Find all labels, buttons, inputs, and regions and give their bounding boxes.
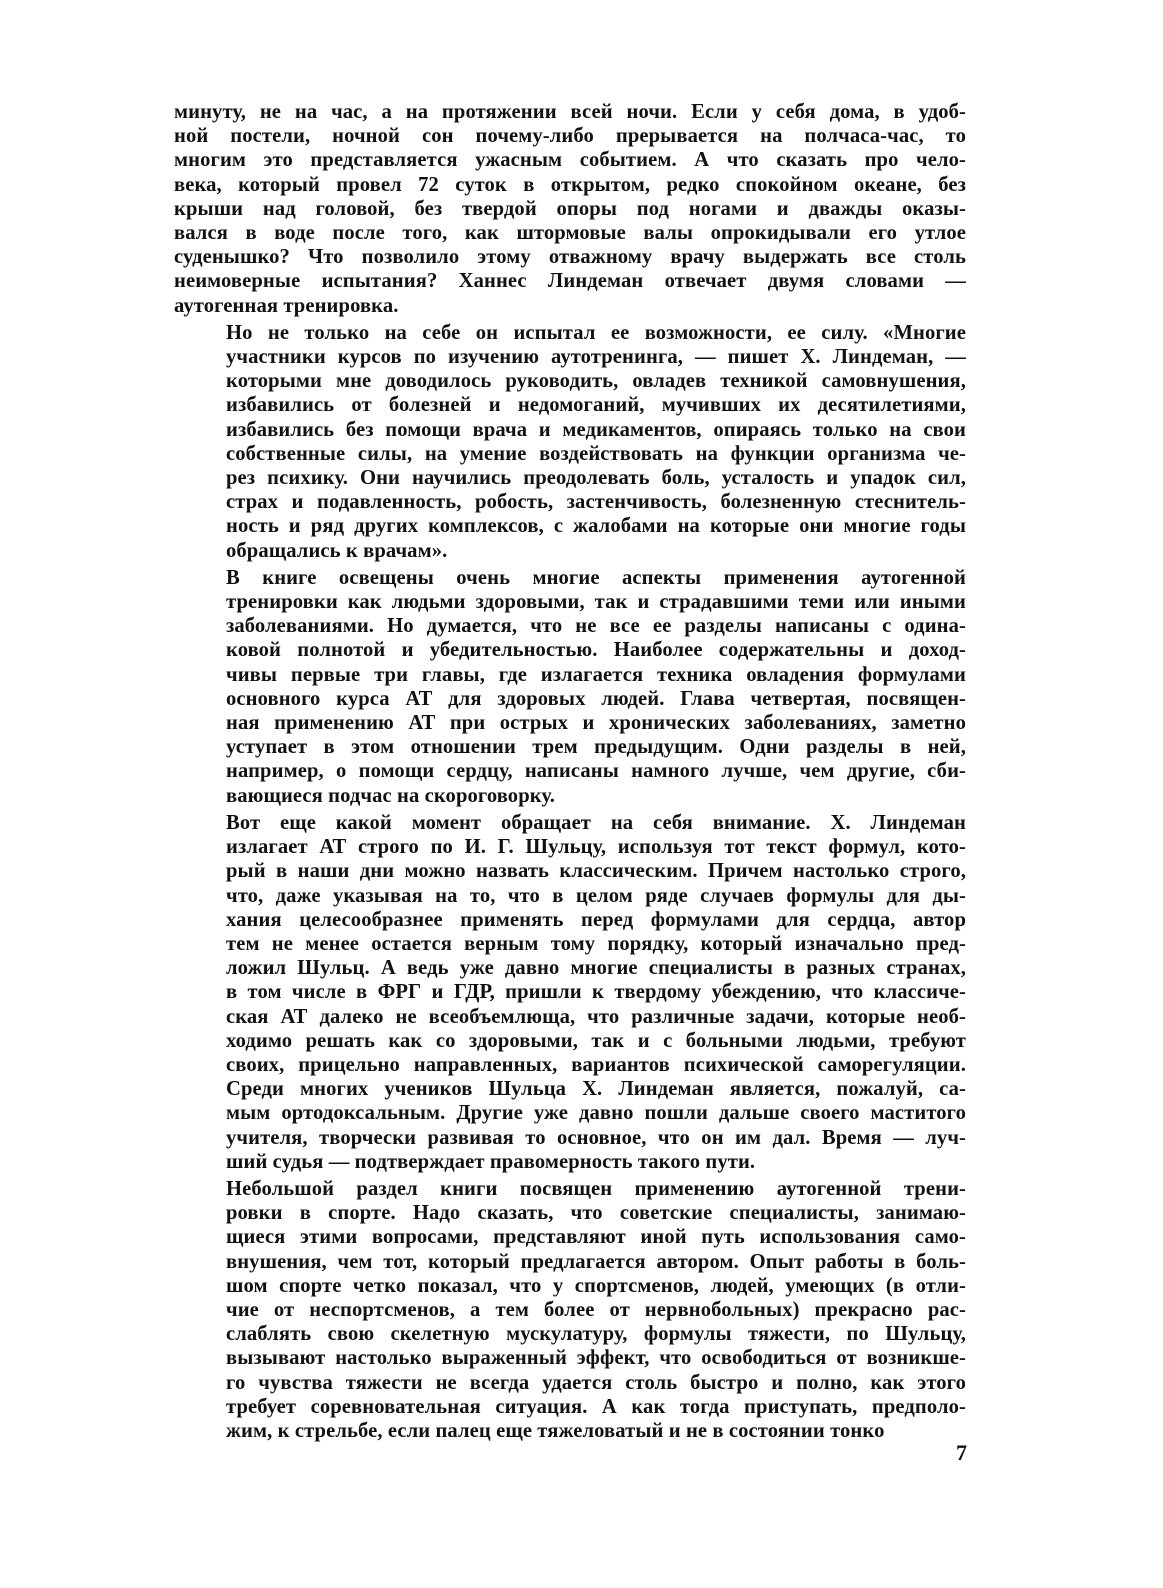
text-line: собственные силы, на умение воздействовать на функции организма че- — [226, 442, 966, 465]
text-line: шом спорте четко показал, что у спортсменов, людей, умеющих (в отли- — [226, 1274, 966, 1297]
text-line: избавились от болезней и недомоганий, мучивших их десятилетиями, — [226, 394, 966, 417]
text-line: что, даже указывая на то, что в целом ряде случаев формулы для ды- — [226, 884, 966, 907]
text-line: ходимо решать как со здоровыми, так и с больными людьми, требуют — [226, 1029, 966, 1052]
paragraph — [174, 1177, 966, 1443]
text-line: в том числе в ФРГ и ГДР, пришли к твердому убеждению, что классиче- — [226, 981, 966, 1004]
text-line: ная применению АТ при острых и хронических заболеваниях, заметно — [226, 712, 966, 735]
paragraph — [174, 566, 966, 808]
text-line: например, о помощи сердцу, написаны намного лучше, чем другие, сби- — [226, 760, 966, 783]
text-line: чие от неспортсменов, а тем более от нервнобольных) прекрасно рас- — [226, 1298, 966, 1321]
text-line: хания целесообразнее применять перед формулами для сердца, автор — [226, 908, 966, 931]
text-line: вызывают настолько выраженный эффект, что освободиться от возникше- — [226, 1347, 966, 1370]
text-line: ковой полнотой и убедительностью. Наиболее содержательны и доход- — [226, 639, 966, 662]
text-line: учителя, творчески развивая то основное, что он им дал. Время — луч- — [226, 1126, 966, 1149]
paragraph — [174, 321, 966, 563]
text-line: Небольшой раздел книги посвящен применению аутогенной трени- — [226, 1177, 966, 1200]
text-line: Среди многих учеников Шульца Х. Линдеман является, пожалуй, са- — [226, 1078, 966, 1101]
text-line: ной постели, ночной сон почему-либо прерывается на полчаса-час, то — [174, 125, 966, 148]
text-line: рез психику. Они научились преодолевать боль, усталость и упадок сил, — [226, 467, 966, 490]
text-line: уступает в этом отношении трем предыдущим. Одни разделы в ней, — [226, 736, 966, 759]
text-line: минуту, не на час, а на протяжении всей ночи. Если у себя дома, в удоб- — [174, 101, 966, 123]
text-line: избавились без помощи врача и медикаментов, опираясь только на свои — [226, 418, 966, 441]
text-line: ший судья — подтверждает правомерность такого пути. — [226, 1150, 756, 1173]
text-line: обращались к врачам». — [226, 539, 448, 562]
page-body — [174, 100, 966, 1446]
text-line: требует соревновательная ситуация. А как тогда приступать, предполо- — [226, 1395, 966, 1418]
text-line: основного курса АТ для здоровых людей. Глава четвертая, посвящен- — [226, 687, 966, 710]
page-number: 7 — [956, 1440, 967, 1465]
paragraph — [174, 100, 966, 318]
text-line: ровки в спорте. Надо сказать, что советские специалисты, занимаю- — [226, 1202, 966, 1225]
text-line: ложил Шульц. А ведь уже давно многие специалисты в разных странах, — [226, 957, 966, 980]
text-line: тем не менее остается верным тому порядку, который изначально пред- — [226, 932, 966, 955]
text-line: заболеваниями. Но думается, что не все ее разделы написаны с одина- — [226, 615, 966, 638]
text-line: щиеся этими вопросами, представляют иной путь использования само- — [226, 1226, 966, 1249]
text-line: вающиеся подчас на скороговорку. — [226, 784, 556, 807]
text-line: тренировки как людьми здоровыми, так и страдавшими теми или иными — [226, 591, 966, 614]
text-line: слаблять свою скелетную мускулатуру, формулы тяжести, по Шульцу, — [226, 1323, 966, 1346]
text-line: неимоверные испытания? Ханнес Линдеман отвечает двумя словами — — [174, 270, 966, 293]
text-line: Но не только на себе он испытал ее возможности, ее силу. «Многие — [226, 321, 966, 344]
text-line: излагает АТ строго по И. Г. Шульцу, используя тот текст формул, кото- — [226, 836, 966, 859]
text-line: вался в воде после того, как штормовые валы опрокидывали его утлое — [174, 222, 966, 245]
text-line: аутогенная тренировка. — [174, 294, 399, 317]
text-line: многим это представляется ужасным событием. А что сказать про чело- — [174, 149, 966, 172]
text-line: ская АТ далеко не всеобъемлюща, что различные задачи, которые необ- — [226, 1005, 966, 1028]
text-line: крыши над головой, без твердой опоры под ногами и дважды оказы- — [174, 197, 966, 220]
text-line: го чувства тяжести не всегда удается столь быстро и полно, как этого — [226, 1371, 966, 1394]
text-line: века, который провел 72 суток в открытом, редко спокойном океане, без — [174, 173, 966, 196]
text-line: своих, прицельно направленных, вариантов психической саморегуляции. — [226, 1053, 966, 1076]
text-line: мым ортодоксальным. Другие уже давно пошли дальше своего маститого — [226, 1102, 966, 1125]
text-line: которыми мне доводилось руководить, овладев техникой самовнушения, — [226, 370, 966, 393]
text-line: В книге освещены очень многие аспекты применения аутогенной — [226, 566, 966, 589]
text-line: суденышко? Что позволило этому отважному врачу выдержать все столь — [174, 246, 966, 269]
text-line: чивы первые три главы, где излагается техника овладения формулами — [226, 663, 966, 686]
paragraph — [174, 811, 966, 1174]
text-line: рый в наши дни можно назвать классическим. Причем настолько строго, — [226, 860, 966, 883]
text-line: страх и подавленность, робость, застенчивость, болезненную стеснитель- — [226, 491, 966, 514]
text-line: внушения, чем тот, который предлагается автором. Опыт работы в боль- — [226, 1250, 966, 1273]
text-line: ность и ряд других комплексов, с жалобами на которые они многие годы — [226, 515, 966, 538]
text-line: жим, к стрельбе, если палец еще тяжеловатый и не в состоянии тонко — [226, 1419, 885, 1442]
text-line: Вот еще какой момент обращает на себя внимание. Х. Линдеман — [226, 811, 966, 834]
text-line: участники курсов по изучению аутотренинга, — пишет Х. Линдеман, — — [226, 346, 966, 369]
